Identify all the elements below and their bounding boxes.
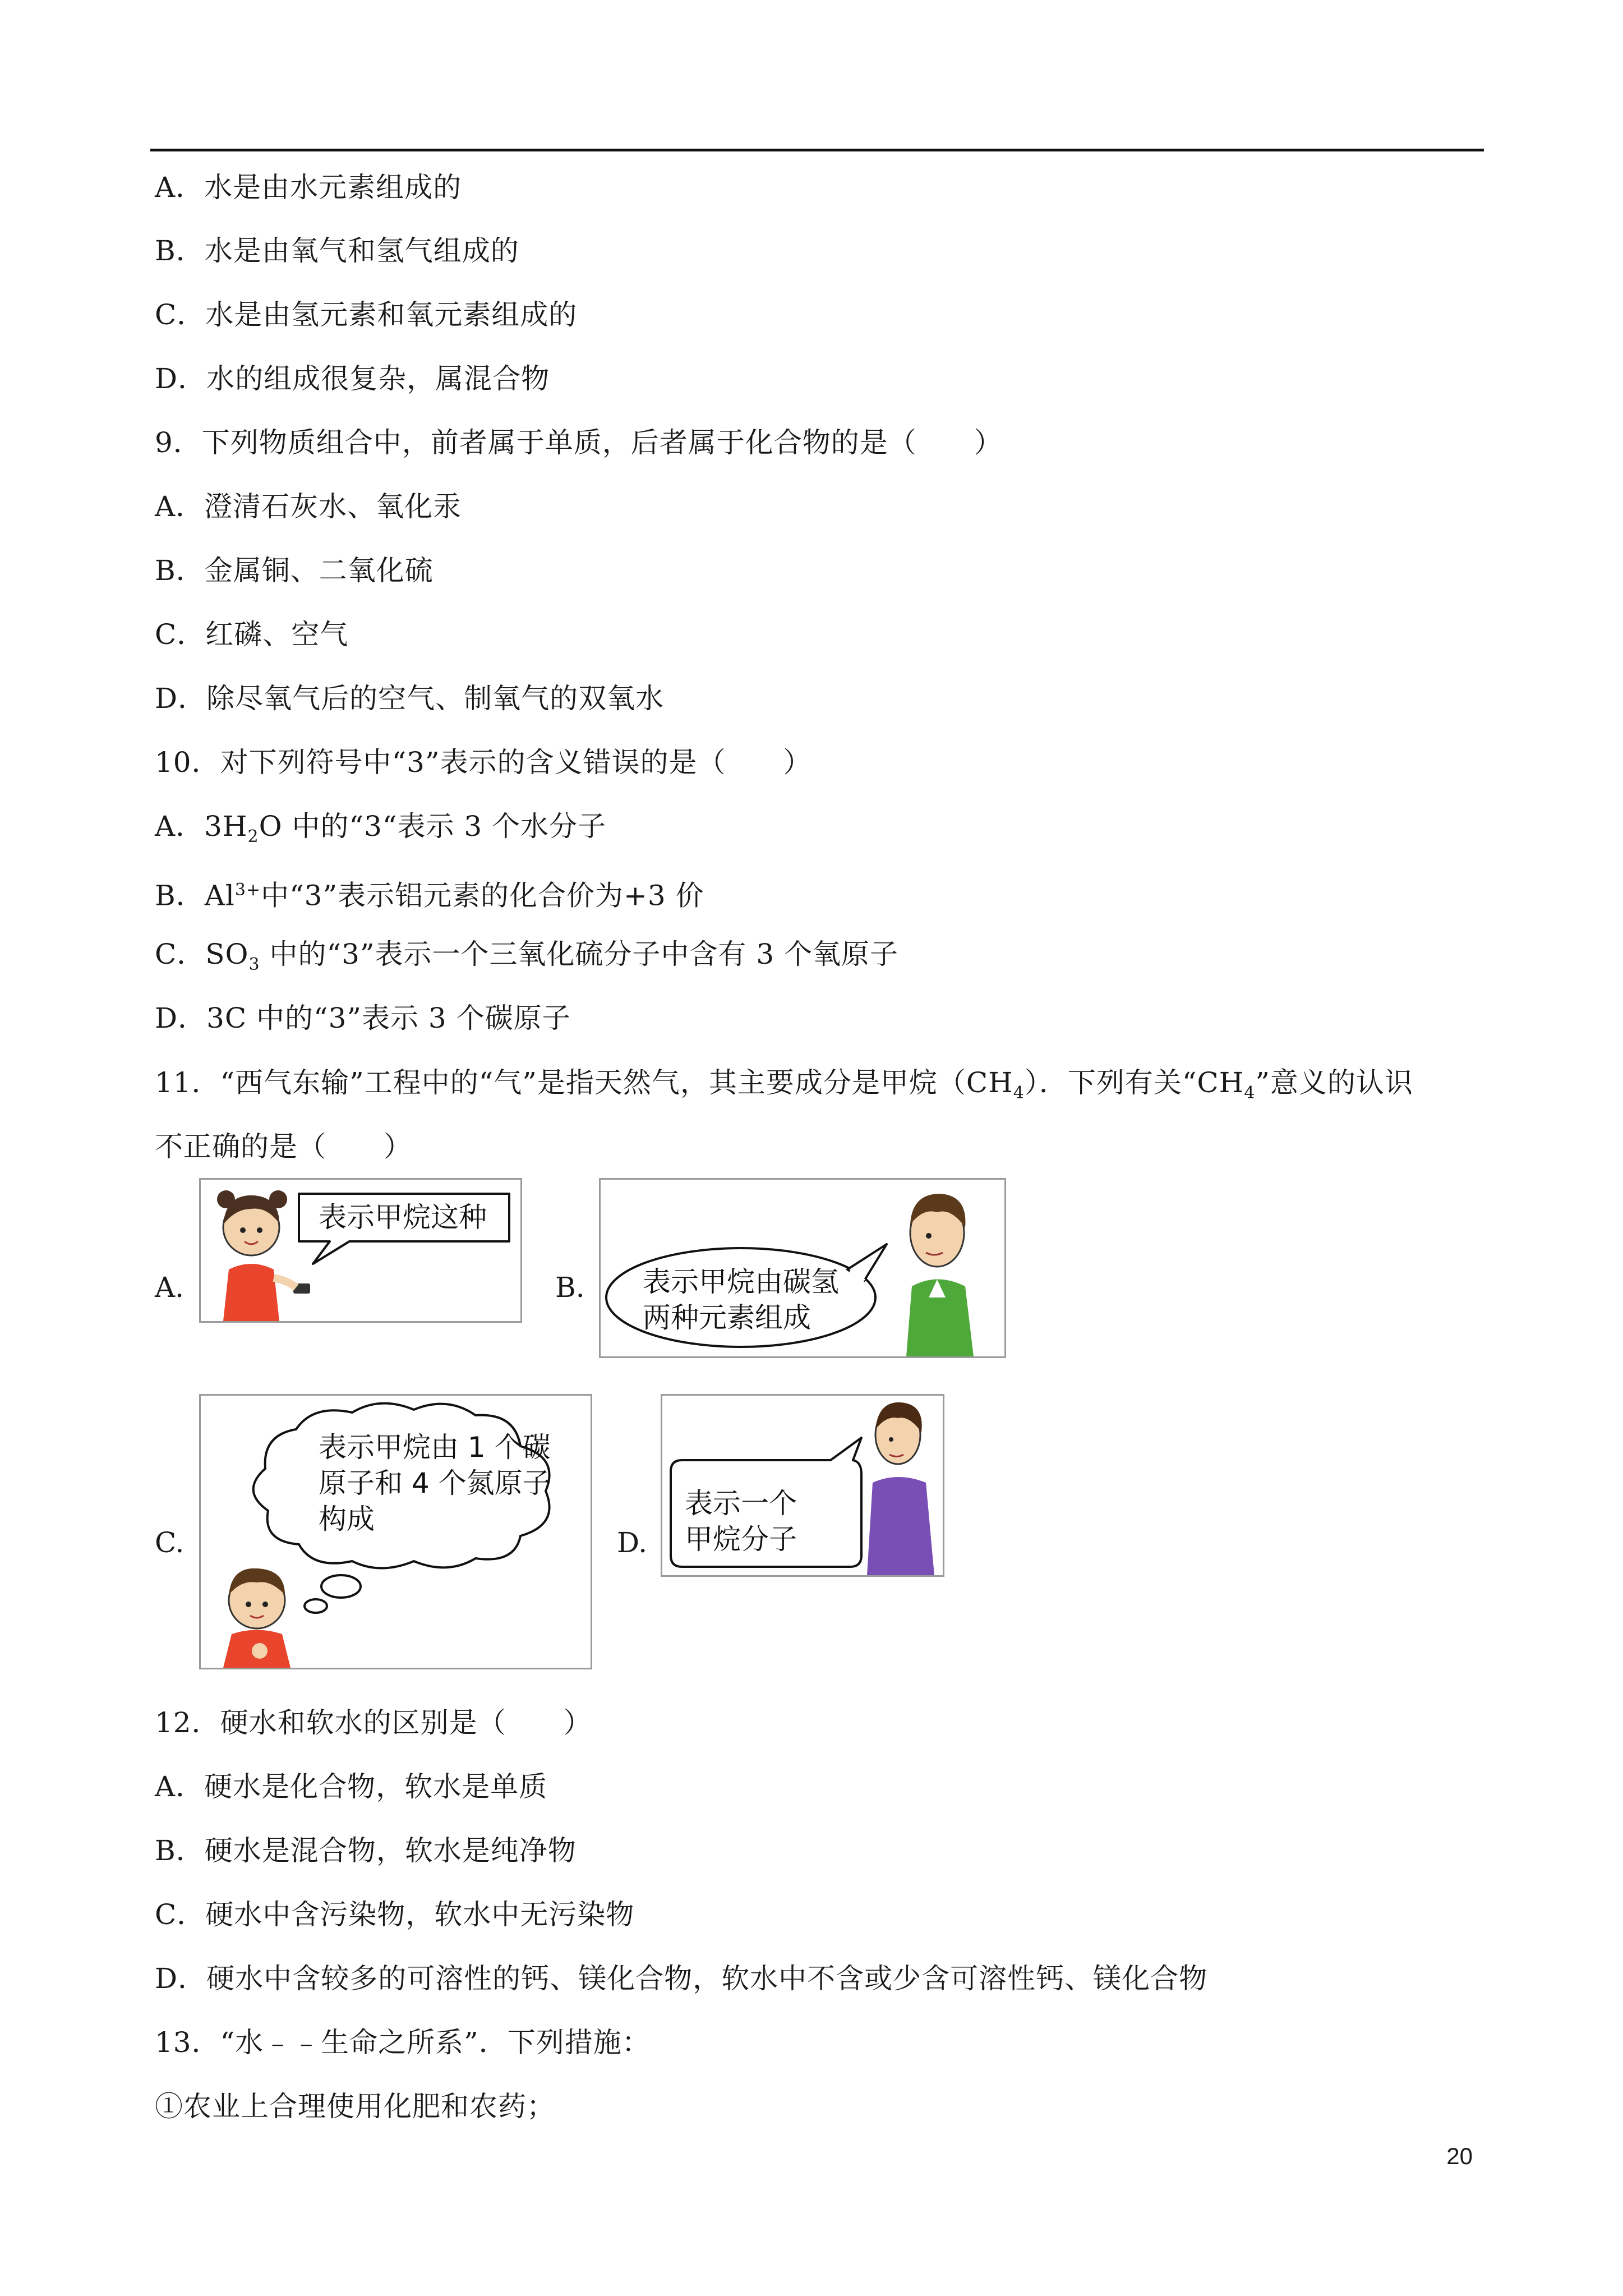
q11-option-b-picture	[599, 1178, 1006, 1358]
q9-option-c: C．红磷、空气	[155, 618, 349, 651]
q10-option-b	[155, 873, 704, 913]
q10-option-c-subscript: 3	[248, 955, 260, 974]
q11-option-d-speech-line2: 甲烷分子	[685, 1523, 797, 1556]
q11-option-a-picture	[199, 1178, 522, 1323]
q13-item-1: ①农业上合理使用化肥和农药；	[155, 2090, 555, 2123]
q10-option-b-text: B．Al	[155, 879, 235, 912]
q11-option-c-picture	[199, 1394, 592, 1669]
header-rule	[150, 149, 1484, 151]
q11-option-c-thought-line3: 构成	[319, 1503, 375, 1535]
q12-option-b: B．硬水是混合物，软水是纯净物	[155, 1834, 577, 1867]
q11-option-a-label: A.	[155, 1271, 185, 1304]
q11-option-d-label: D.	[617, 1526, 648, 1559]
q12-option-a: A．硬水是化合物，软水是单质	[155, 1770, 548, 1803]
q8-option-c: C．水是由氢元素和氧元素组成的	[155, 298, 578, 331]
q11-option-c-thought-line1: 表示甲烷由 1 个碳	[319, 1431, 551, 1464]
q11-option-d-speech-line1: 表示一个	[685, 1487, 797, 1520]
q12-stem: 12．硬水和软水的区别是（ ）	[155, 1706, 592, 1739]
q8-option-d: D．水的组成很复杂，属混合物	[155, 362, 550, 395]
q8-option-b: B．水是由氧气和氢气组成的	[155, 234, 519, 267]
q10-option-a-rest: O 中的“3“表示 3 个水分子	[259, 810, 607, 843]
q11-option-a-speech: 表示甲烷这种	[319, 1201, 487, 1234]
q12-option-c: C．硬水中含污染物，软水中无污染物	[155, 1898, 635, 1931]
q11-stem-mid: ）．下列有关“CH	[1024, 1066, 1244, 1099]
q10-option-c-rest: 中的“3”表示一个三氧化硫分子中含有 3 个氧原子	[260, 938, 899, 970]
q10-option-b-rest: 中“3”表示铝元素的化合价为+3 价	[261, 879, 704, 912]
q11-option-b-speech-line2: 两种元素组成	[643, 1301, 811, 1334]
q11-option-d-picture	[661, 1394, 944, 1577]
q10-option-d: D．3C 中的“3”表示 3 个碳原子	[155, 1002, 571, 1034]
q10-option-a-subscript: 2	[247, 827, 259, 846]
q11-option-c-label: C.	[155, 1526, 185, 1559]
q10-stem: 10．对下列符号中“3”表示的含义错误的是（ ）	[155, 746, 812, 779]
q13-stem: 13．“水﹣﹣生命之所系”．下列措施：	[155, 2026, 651, 2059]
q11-stem-line2: 不正确的是（ ）	[155, 1130, 412, 1163]
q10-option-a-text: A．3H	[155, 810, 248, 843]
q11-stem-sub2: 4	[1244, 1083, 1256, 1103]
q9-stem: 9．下列物质组合中，前者属于单质，后者属于化合物的是（ ）	[155, 426, 1003, 459]
page-number: 20	[1446, 2143, 1473, 2169]
q9-option-a: A．澄清石灰水、氧化汞	[155, 490, 462, 523]
q10-option-a	[155, 809, 606, 854]
q11-stem-text: 11．“西气东输”工程中的“气”是指天然气，其主要成分是甲烷（CH	[155, 1066, 1013, 1099]
q11-option-b-speech-line1: 表示甲烷由碳氢	[643, 1266, 839, 1298]
q9-option-b: B．金属铜、二氧化硫	[155, 554, 434, 587]
q11-stem-line1	[155, 1066, 1413, 1110]
q11-option-b-label: B.	[555, 1271, 585, 1304]
q12-option-d: D．硬水中含较多的可溶性的钙、镁化合物，软水中不含或少含可溶性钙、镁化合物	[155, 1962, 1208, 1995]
q10-option-b-superscript: 3+	[234, 880, 261, 900]
q11-option-c-thought-line2: 原子和 4 个氮原子	[319, 1467, 551, 1499]
q9-option-d: D．除尽氧气后的空气、制氧气的双氧水	[155, 682, 665, 715]
q11-stem-sub1: 4	[1013, 1083, 1025, 1103]
q10-option-c	[155, 937, 898, 982]
q10-option-c-text: C．SO	[155, 938, 249, 970]
q11-stem-end: ”意义的认识	[1255, 1066, 1413, 1099]
q8-option-a: A．水是由水元素组成的	[155, 171, 462, 204]
